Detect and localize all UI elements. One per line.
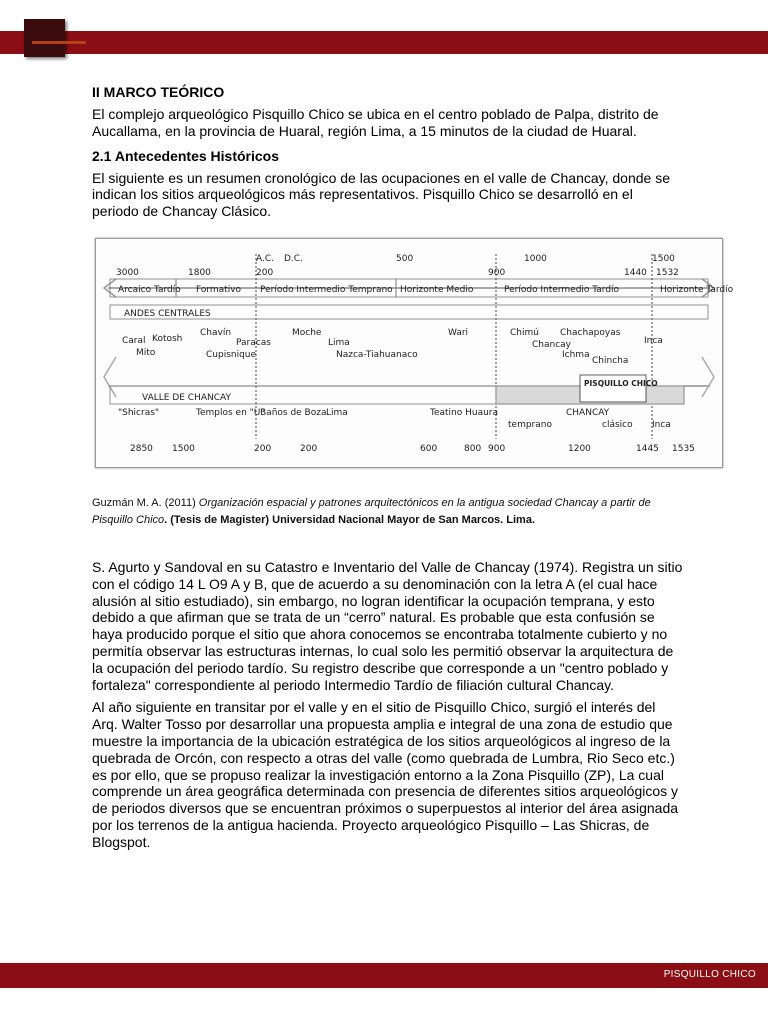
tl-year: 200 [256, 268, 274, 278]
chronology-svg [96, 239, 734, 467]
tl-valle-site: Templos en "U" [196, 408, 265, 418]
tl-site: Nazca-Tiahuanaco [336, 350, 418, 360]
caption-title: Organización espacial y patrones arquitectónicos en la antigua sociedad Chancay a partir de Pisquillo Chico [92, 497, 651, 526]
tl-year: 3000 [116, 268, 139, 278]
tl-site: Inca [644, 336, 663, 346]
body-paragraph-1: S. Agurto y Sandoval en su Catastro e Inventario del Valle de Chancay (1974). Registra un sitio con el código 14 L O9 A y B, que de acuerdo a su denominación con la letra A (el cual hace alusión al sitio estudiado), sin embargo, no logran identificar la ocupación temprana, y esto debido a que afirman que se trata de un “cerro” natural. Es probable que esta confusión se haya producido porque el sitio que ahora conocemos se encontraba totalmente cubierto y no permitía observar las estructuras internas, lo cual solo les permitió observar la arquitectura de la ocupación del periodo tardío. Su registro describe que corresponde a un "centro poblado y fortaleza" correspondiente al periodo Intermedio Tardío de filiación cultural Chancay. [92, 559, 683, 693]
section-title: II MARCO TEÓRICO [92, 84, 225, 100]
tl-site: Moche [292, 328, 322, 338]
tl-site: Paracas [236, 338, 271, 348]
tl-year: 1800 [188, 268, 211, 278]
tl-region-andes: ANDES CENTRALES [124, 309, 211, 319]
tl-bottom-year: 1535 [672, 444, 695, 454]
tl-valle-site: "Shicras" [118, 408, 160, 418]
tl-year: 1440 [624, 268, 647, 278]
header-bar [0, 31, 768, 54]
main-content [92, 84, 682, 226]
tl-site: Ichma [562, 350, 590, 360]
tl-valle-site: CHANCAY [566, 408, 610, 418]
tl-site: Chavín [200, 328, 232, 338]
tl-site: Kotosh [152, 334, 183, 344]
tl-period: Horizonte Tardío [660, 285, 734, 295]
tl-bottom-year: 600 [420, 444, 438, 454]
tl-site: Chancay [532, 340, 571, 350]
tl-bottom-year: 1200 [568, 444, 591, 454]
tl-year: D.C. [284, 254, 303, 264]
header-accent-line [32, 41, 86, 44]
tl-year: 1532 [656, 268, 679, 278]
tl-valle-site: Baños de Boza [260, 408, 327, 418]
tl-bottom-year: 1445 [636, 444, 659, 454]
tl-site: Caral [122, 336, 146, 346]
footer-label: PISQUILLO CHICO [663, 969, 756, 980]
tl-valle-site: temprano [508, 420, 552, 430]
tl-region-valle: VALLE DE CHANCAY [142, 393, 231, 403]
footer-bar [0, 963, 768, 988]
subsection-title: 2.1 Antecedentes Históricos [92, 147, 279, 164]
tl-bottom-year: 900 [488, 444, 506, 454]
tl-valle-site: Lima [326, 408, 348, 418]
tl-valle-site: Inca [652, 420, 671, 430]
caption-tail: . (Tesis de Magister) Universidad Nacional Mayor de San Marcos. Lima. [164, 514, 536, 526]
pisquillo-label: PISQUILLO CHICO [584, 379, 658, 388]
tl-year: 1500 [652, 254, 675, 264]
body-text [92, 559, 684, 857]
tl-site: Wari [448, 328, 469, 338]
tl-year: A.C. [256, 254, 275, 264]
caption-author: Guzmán M. A. (2011) [92, 497, 196, 509]
tl-bottom-year: 2850 [130, 444, 153, 454]
tl-bottom-year: 200 [300, 444, 318, 454]
tl-valle-site: Teatino Huaura [430, 408, 499, 418]
tl-year: 500 [396, 254, 414, 264]
tl-site: Chincha [592, 356, 629, 366]
body-paragraph-2: Al año siguiente en transitar por el valle y en el sitio de Pisquillo Chico, surgió el interés del Arq. Walter Tosso por desarrollar una propuesta amplia e integral de una zona de estudio que muestre la importancia de la ubicación estratégica de los sitios arqueológicos al ingreso de la quebrada de Orcón, con respecto a otras del valle (como quebrada de Lumbra, Rio Seco etc.) es por ello, que se propuso realizar la investigación entorno a la Zona Pisquillo (ZP), La cual comprende un área geográfica determinada con presencia de diferentes sitios arqueológicos y de periodos diversos que se encuentran próximos o superpuestos al interior del área asignada por los terrenos de la antigua hacienda. Proyecto arqueológico Pisquillo – Las Shicras, de Blogspot. [92, 699, 679, 850]
tl-period: Formativo [196, 285, 242, 295]
chronology-figure [95, 238, 734, 468]
tl-site: Chimú [510, 328, 539, 338]
tl-bottom-year: 200 [254, 444, 272, 454]
tl-site: Cupisnique [206, 350, 257, 360]
tl-period: Período Intermedio Temprano [260, 285, 393, 295]
tl-site: Lima [328, 338, 350, 348]
tl-bottom-year: 1500 [172, 444, 195, 454]
tl-period: Horizonte Medio [400, 285, 474, 295]
tl-period: Período Intermedio Tardío [504, 285, 620, 295]
intro-paragraph: El complejo arqueológico Pisquillo Chico se ubica en el centro poblado de Palpa, distrito de Aucallama, en la provincia de Huaral, región Lima, a 15 minutos de la ciudad de Huaral. [92, 106, 659, 139]
tl-valle-site: clásico [602, 420, 633, 430]
tl-year: 1000 [524, 254, 547, 264]
tl-site: Chachapoyas [560, 328, 621, 338]
figure-caption [92, 495, 692, 529]
tl-year: 900 [488, 268, 506, 278]
tl-site: Mito [136, 348, 156, 358]
tl-bottom-year: 800 [464, 444, 482, 454]
header-logo-block [24, 19, 65, 57]
summary-paragraph: El siguiente es un resumen cronológico de las ocupaciones en el valle de Chancay, donde se indican los sitios arqueológicos más representativos. Pisquillo Chico se desarrolló en el periodo de Chancay Clásico. [92, 169, 670, 220]
tl-period: Arcaico Tardío [118, 285, 181, 295]
